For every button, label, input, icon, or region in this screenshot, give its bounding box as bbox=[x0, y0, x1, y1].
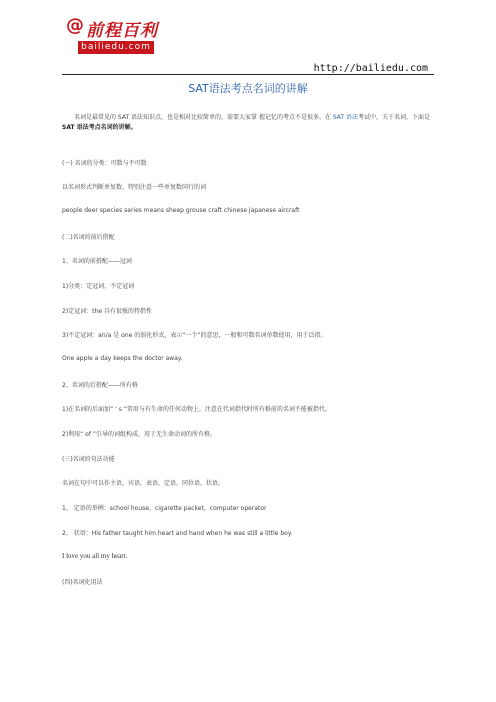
paragraph: 2、 状语：His father taught him heart and hand when he was still a little boy. bbox=[62, 530, 293, 537]
intro-text-2: 考试中，关于名词，下面是 bbox=[358, 114, 431, 121]
paragraph: 1、 定语的举例：school house，cigarette packet，computer operator bbox=[62, 505, 267, 512]
section-heading-1: (一) 名词的分类：可数与不可数 bbox=[62, 160, 147, 167]
logo-domain: bailiedu.com bbox=[78, 41, 154, 54]
paragraph: 2、名词的后搭配——所有格 bbox=[62, 382, 138, 389]
paragraph: 2)定冠词：the 具有很强的特指性 bbox=[62, 308, 152, 315]
paragraph: 2)利用“ of ”引导的词组构成，用于无生命动词的所有格。 bbox=[62, 431, 216, 438]
page-header bbox=[62, 12, 434, 74]
logo-brand-name: 前程百利 bbox=[86, 21, 158, 41]
intro-bold-text: SAT 语法考点名词的讲解。 bbox=[62, 124, 137, 131]
intro-paragraph bbox=[62, 113, 442, 133]
logo-mark: @ bbox=[66, 15, 84, 36]
site-url[interactable]: http://bailiedu.com bbox=[313, 63, 428, 74]
site-logo[interactable] bbox=[62, 12, 192, 60]
word-list: people deer species series means sheep grouse craft chinese japanese aircraft bbox=[62, 207, 300, 214]
intro-text-1: 名词是最常见的 SAT 语法知识点，也是相对比较简单的，需要大家掌 握记忆的考点不是很多。在 bbox=[74, 114, 333, 121]
paragraph: 1)分类：定冠词，不定冠词 bbox=[62, 283, 135, 290]
example-sentence: I love you all my heart. bbox=[62, 552, 128, 560]
paragraph: 名词在句中可以作主语，宾语，表语，定语，同位语，状语。 bbox=[62, 480, 225, 487]
paragraph: 3)不定冠词：an/a 是 one 的弱化形式，表示“一个”的意思，一般和可数名词单数使用，用于泛指。 bbox=[62, 332, 327, 339]
example-sentence: One apple a day keeps the doctor away. bbox=[62, 355, 183, 362]
sat-grammar-link[interactable]: SAT 语法 bbox=[332, 114, 358, 121]
section-heading-4: (四)名词化用法 bbox=[62, 579, 103, 586]
paragraph: 以名词形式判断单复数，特别注意一些单复数同行的词 bbox=[62, 184, 207, 191]
header-divider bbox=[62, 74, 434, 75]
section-heading-3: (三)名词的句法功能 bbox=[62, 456, 115, 463]
paragraph: 1)在名词的后面加“ ' s ”常用与有生命的任何动物上。注意在代词指代时所有格前的名词不能被指代。 bbox=[62, 406, 331, 413]
paragraph: 1、名词的前搭配——冠词 bbox=[62, 258, 132, 265]
section-heading-2: (二)名词的前后搭配 bbox=[62, 234, 115, 241]
page-title: SAT语法考点名词的讲解 bbox=[188, 82, 308, 95]
